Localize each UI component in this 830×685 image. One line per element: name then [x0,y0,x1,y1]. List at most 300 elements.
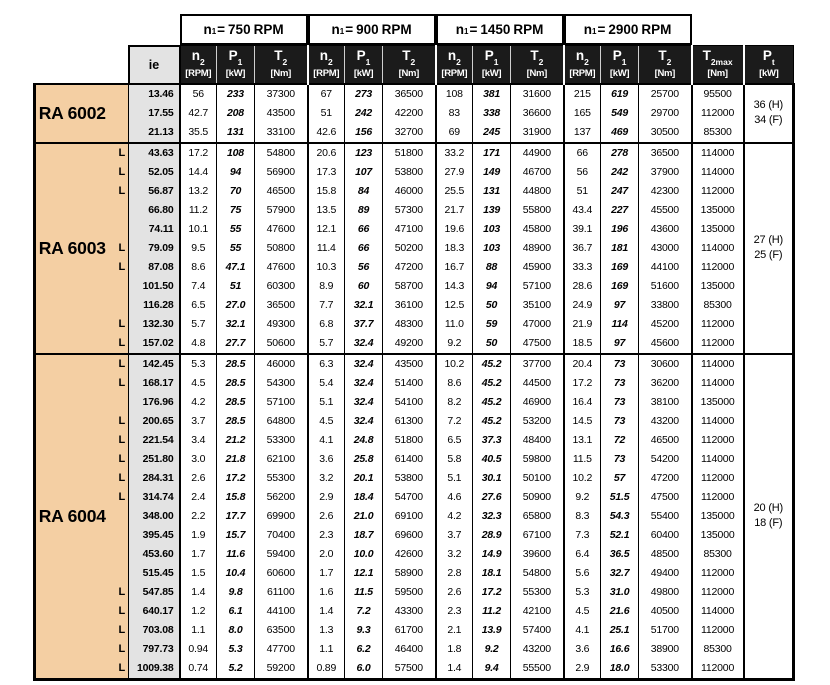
p1-value: 8.0 [217,621,255,640]
pt-line: 27 (H) [753,234,783,246]
n2-value: 33.3 [564,258,601,277]
ie-value: 157.02 [129,334,180,354]
t2-value: 44100 [639,258,692,277]
p1-value: 242 [345,104,383,123]
n2-value: 5.4 [308,374,345,393]
section-ra-6003 [35,143,794,354]
t2max-value: 135000 [692,393,744,412]
p1-value: 25.1 [601,621,639,640]
t2max-value: 85300 [692,545,744,564]
n2-value: 39.1 [564,220,601,239]
t2-value: 47700 [255,640,308,659]
p1-value: 18.0 [601,659,639,680]
n2-value: 8.6 [180,258,217,277]
symbol-letter: P [356,48,366,64]
n2-value: 4.5 [308,412,345,431]
n2-value: 69 [436,123,473,143]
l-marker: L [109,659,129,680]
n2-column-header [180,46,217,84]
ie-value: 87.08 [129,258,180,277]
t2-value: 46900 [511,393,564,412]
n2-value: 3.7 [436,526,473,545]
n2-value: 18.5 [564,334,601,354]
t2-value: 58700 [383,277,436,296]
t2-value: 54100 [383,393,436,412]
p1-value: 21.0 [345,507,383,526]
n2-value: 1.7 [308,564,345,583]
p1-value: 17.2 [217,469,255,488]
n2-value: 12.5 [436,296,473,315]
p1-value: 50 [473,334,511,354]
n2-value: 4.2 [436,507,473,526]
t2-value: 57300 [383,201,436,220]
p1-column-header [217,46,255,84]
l-marker: L [109,583,129,602]
l-marker: L [109,469,129,488]
t2-value: 43500 [383,354,436,374]
t2-value: 29700 [639,104,692,123]
p1-value: 242 [601,163,639,182]
p1-value: 131 [217,123,255,143]
table-row [35,488,794,507]
symbol-subscript: 1 [621,57,627,68]
p1-value: 50 [473,296,511,315]
n2-value: 7.3 [564,526,601,545]
t2max-value: 135000 [692,201,744,220]
n2-symbol [565,49,601,68]
n2-value: 6.5 [436,431,473,450]
l-marker: L [109,334,129,354]
ie-value: 116.28 [129,296,180,315]
p1-value: 9.2 [473,640,511,659]
n2-value: 3.6 [564,640,601,659]
rpm-value: 1450 [480,21,511,37]
n2-symbol [437,49,473,68]
p1-value: 6.1 [217,602,255,621]
t2-value: 46500 [255,182,308,201]
n2-value: 5.7 [308,334,345,354]
n2-value: 1.7 [180,545,217,564]
n2-value: 8.6 [436,374,473,393]
t2-value: 32700 [383,123,436,143]
n2-value: 2.6 [436,583,473,602]
l-marker [109,104,129,123]
n1-symbol: n [331,21,340,37]
pt-value [744,354,794,680]
p1-value: 233 [217,84,255,104]
header-spacer-right [692,14,794,46]
n2-value: 3.6 [308,450,345,469]
table-row [35,143,794,163]
p1-value: 45.2 [473,354,511,374]
p1-value: 45.2 [473,393,511,412]
n2-value: 56 [180,84,217,104]
t2-value: 63500 [255,621,308,640]
n2-value: 2.6 [308,507,345,526]
t2-value: 37300 [255,84,308,104]
n2-value: 8.3 [564,507,601,526]
p1-value: 27.0 [217,296,255,315]
n2-value: 2.8 [436,564,473,583]
pt-value [744,143,794,354]
rpm-header-900 [308,14,436,46]
p1-value: 97 [601,296,639,315]
t2-value: 33100 [255,123,308,143]
t2-value: 53200 [511,412,564,431]
p1-value: 27.6 [473,488,511,507]
t2max-value: 135000 [692,526,744,545]
t2-value: 56200 [255,488,308,507]
t2-value: 42100 [511,602,564,621]
p1-value: 32.7 [601,564,639,583]
symbol-subscript: 1 [493,57,499,68]
n2-value: 3.7 [180,412,217,431]
ie-value: 395.45 [129,526,180,545]
symbol-letter: n [447,48,457,64]
t2max-value: 112000 [692,104,744,123]
t2max-value: 112000 [692,564,744,583]
t2-value: 49800 [639,583,692,602]
p1-value: 32.4 [345,334,383,354]
pt-line: 18 (F) [754,517,783,529]
l-marker: L [109,315,129,334]
symbol-letter: n [575,48,585,64]
l-marker: L [109,431,129,450]
pt-column-header [744,46,794,84]
t2-value: 43200 [639,412,692,431]
symbol-letter: T [274,48,283,64]
ie-value: 640.17 [129,602,180,621]
symbol-subscript: 2 [584,57,589,68]
rpm-value: 900 [356,21,379,37]
table-row [35,123,794,143]
n1-symbol: n [455,21,464,37]
ie-value: 79.09 [129,239,180,258]
p1-value: 28.5 [217,393,255,412]
p1-value: 181 [601,239,639,258]
table-row [35,526,794,545]
n2-value: 17.3 [308,163,345,182]
p1-value: 139 [473,201,511,220]
t2-value: 55300 [511,583,564,602]
rpm-unit: RPM [513,21,544,37]
p1-value: 24.8 [345,431,383,450]
t2-value: 40500 [639,602,692,621]
p1-value: 21.6 [601,602,639,621]
p1-value: 17.2 [473,583,511,602]
p1-value: 14.9 [473,545,511,564]
pt-line: 25 (F) [754,249,783,261]
t2-value: 50800 [255,239,308,258]
n2-value: 0.94 [180,640,217,659]
t2-symbol [255,49,307,68]
l-marker: L [109,354,129,374]
l-marker: L [109,163,129,182]
table-row [35,564,794,583]
p1-unit: [kW] [609,68,630,80]
p1-unit: [kW] [225,68,246,80]
t2-value: 50600 [255,334,308,354]
t2-value: 45500 [639,201,692,220]
l-marker [109,296,129,315]
header-spacer-model [35,46,129,84]
symbol-subscript: 1 [365,57,371,68]
t2max-value: 85300 [692,640,744,659]
n1-symbol: n [583,21,592,37]
n2-value: 14.5 [564,412,601,431]
ie-value: 74.11 [129,220,180,239]
t2-value: 30600 [639,354,692,374]
t2-value: 60400 [639,526,692,545]
t2-value: 46000 [383,182,436,201]
n2-value: 6.4 [564,545,601,564]
p1-unit: [kW] [353,68,374,80]
t2max-value: 112000 [692,182,744,201]
t2-value: 50900 [511,488,564,507]
t2-value: 46000 [255,354,308,374]
n2-value: 6.5 [180,296,217,315]
t2-value: 62100 [255,450,308,469]
rpm-header-row [35,14,794,46]
p1-value: 56 [345,258,383,277]
p1-value: 15.8 [217,488,255,507]
ie-value: 21.13 [129,123,180,143]
p1-column-header [345,46,383,84]
p1-value: 156 [345,123,383,143]
n2-value: 67 [308,84,345,104]
n2-value: 215 [564,84,601,104]
ie-value: 17.55 [129,104,180,123]
n2-value: 137 [564,123,601,143]
t2-value: 46500 [639,431,692,450]
n2-value: 21.9 [564,315,601,334]
t2-value: 25700 [639,84,692,104]
symbol-subscript: 2 [328,57,333,68]
n2-value: 20.4 [564,354,601,374]
ie-value: 56.87 [129,182,180,201]
p1-value: 20.1 [345,469,383,488]
t2-value: 55300 [255,469,308,488]
ie-value: 66.80 [129,201,180,220]
rpm-header-label [436,14,564,45]
t2-value: 53800 [383,469,436,488]
n2-value: 4.2 [180,393,217,412]
p1-value: 6.0 [345,659,383,680]
n2-value: 20.6 [308,143,345,163]
n2-value: 43.4 [564,201,601,220]
n2-value: 6.8 [308,315,345,334]
p1-value: 36.5 [601,545,639,564]
t2-value: 53800 [383,163,436,182]
p1-column-header [601,46,639,84]
symbol-letter: T [530,48,539,64]
section-ra-6002 [35,84,794,143]
n2-value: 35.5 [180,123,217,143]
symbol-subscript: 2 [538,57,544,68]
t2-value: 61400 [383,450,436,469]
pt-line: 20 (H) [753,502,783,514]
t2max-value: 135000 [692,507,744,526]
n2-value: 1.5 [180,564,217,583]
table-row [35,640,794,659]
rpm-unit: RPM [641,21,672,37]
t2-value: 44100 [255,602,308,621]
t2max-unit: [Nm] [707,68,728,80]
rpm-value: 2900 [608,21,639,37]
t2-unit: [Nm] [654,68,676,80]
p1-value: 51.5 [601,488,639,507]
ie-column-header: ie [129,46,180,84]
t2-value: 38100 [639,393,692,412]
n2-value: 13.2 [180,182,217,201]
table-row [35,583,794,602]
n2-value: 2.1 [436,621,473,640]
n2-value: 2.3 [308,526,345,545]
t2-value: 47200 [639,469,692,488]
n2-value: 3.4 [180,431,217,450]
t2max-value: 112000 [692,621,744,640]
l-marker: L [109,374,129,393]
t2max-value: 135000 [692,277,744,296]
p1-value: 171 [473,143,511,163]
p1-value: 18.4 [345,488,383,507]
p1-value: 208 [217,104,255,123]
n2-value: 66 [564,143,601,163]
t2-value: 59800 [511,450,564,469]
p1-value: 73 [601,393,639,412]
p1-value: 66 [345,220,383,239]
symbol-subscript: 1 [237,57,243,68]
t2-column-header [639,46,692,84]
table-row [35,621,794,640]
ie-value: 13.46 [129,84,180,104]
table-row [35,334,794,354]
p1-value: 245 [473,123,511,143]
t2-value: 48900 [511,239,564,258]
n2-value: 0.74 [180,659,217,680]
t2max-value: 112000 [692,659,744,680]
p1-value: 28.5 [217,412,255,431]
t2-value: 45900 [511,258,564,277]
p1-value: 11.5 [345,583,383,602]
t2-value: 42600 [383,545,436,564]
p1-value: 169 [601,277,639,296]
n2-value: 3.2 [436,545,473,564]
t2-value: 33800 [639,296,692,315]
symbol-letter: T [658,48,667,64]
t2-value: 45800 [511,220,564,239]
l-marker [109,526,129,545]
t2-unit: [Nm] [398,68,420,80]
p1-value: 9.4 [473,659,511,680]
t2-column-header [383,46,436,84]
t2max-value: 114000 [692,450,744,469]
ie-value: 453.60 [129,545,180,564]
ie-value: 200.65 [129,412,180,431]
rpm-header-2900 [564,14,692,46]
p1-symbol [601,49,638,68]
t2-value: 70400 [255,526,308,545]
rpm-unit: RPM [381,21,412,37]
n2-value: 7.4 [180,277,217,296]
table-row [35,393,794,412]
p1-value: 84 [345,182,383,201]
t2-value: 36500 [255,296,308,315]
l-marker: L [109,621,129,640]
table-row [35,507,794,526]
n2-value: 4.1 [564,621,601,640]
rpm-header-label [564,14,692,45]
n2-value: 42.7 [180,104,217,123]
table-row [35,220,794,239]
t2-value: 50200 [383,239,436,258]
n2-value: 36.7 [564,239,601,258]
t2max-value: 114000 [692,602,744,621]
p1-value: 114 [601,315,639,334]
symbol-letter: n [191,48,200,64]
p1-value: 59 [473,315,511,334]
l-marker [109,545,129,564]
t2-value: 43500 [255,104,308,123]
p1-value: 108 [217,143,255,163]
table-row [35,469,794,488]
p1-value: 5.2 [217,659,255,680]
l-marker [109,393,129,412]
ie-value: 348.00 [129,507,180,526]
n2-column-header [564,46,601,84]
p1-value: 549 [601,104,639,123]
p1-value: 9.8 [217,583,255,602]
t2max-value: 112000 [692,469,744,488]
t2max-value: 114000 [692,354,744,374]
n2-value: 83 [436,104,473,123]
t2-value: 44900 [511,143,564,163]
table-row [35,374,794,393]
p1-value: 107 [345,163,383,182]
ie-value: 43.63 [129,143,180,163]
p1-value: 45.2 [473,374,511,393]
n2-value: 11.5 [564,450,601,469]
p1-symbol [217,49,254,68]
t2-value: 58900 [383,564,436,583]
ie-value: 284.31 [129,469,180,488]
t2max-value: 114000 [692,374,744,393]
p1-value: 28.5 [217,354,255,374]
rpm-value: 750 [228,21,251,37]
symbol-subscript: 2 [456,57,461,68]
n1-subscript: 1 [591,26,597,36]
symbol-letter: P [612,48,622,64]
t2-value: 55800 [511,201,564,220]
rpm-header-label [180,14,308,45]
t2-value: 67100 [511,526,564,545]
ie-value: 168.17 [129,374,180,393]
t2-value: 57100 [511,277,564,296]
t2-value: 65800 [511,507,564,526]
t2-value: 43600 [639,220,692,239]
t2-value: 69900 [255,507,308,526]
p1-value: 11.6 [217,545,255,564]
n2-value: 15.8 [308,182,345,201]
rpm-header-750 [180,14,308,46]
symbol-subscript: 2 [666,57,672,68]
t2-value: 54700 [383,488,436,507]
n2-value: 33.2 [436,143,473,163]
n2-value: 12.1 [308,220,345,239]
n2-value: 1.1 [180,621,217,640]
p1-value: 54.3 [601,507,639,526]
t2max-value: 112000 [692,334,744,354]
